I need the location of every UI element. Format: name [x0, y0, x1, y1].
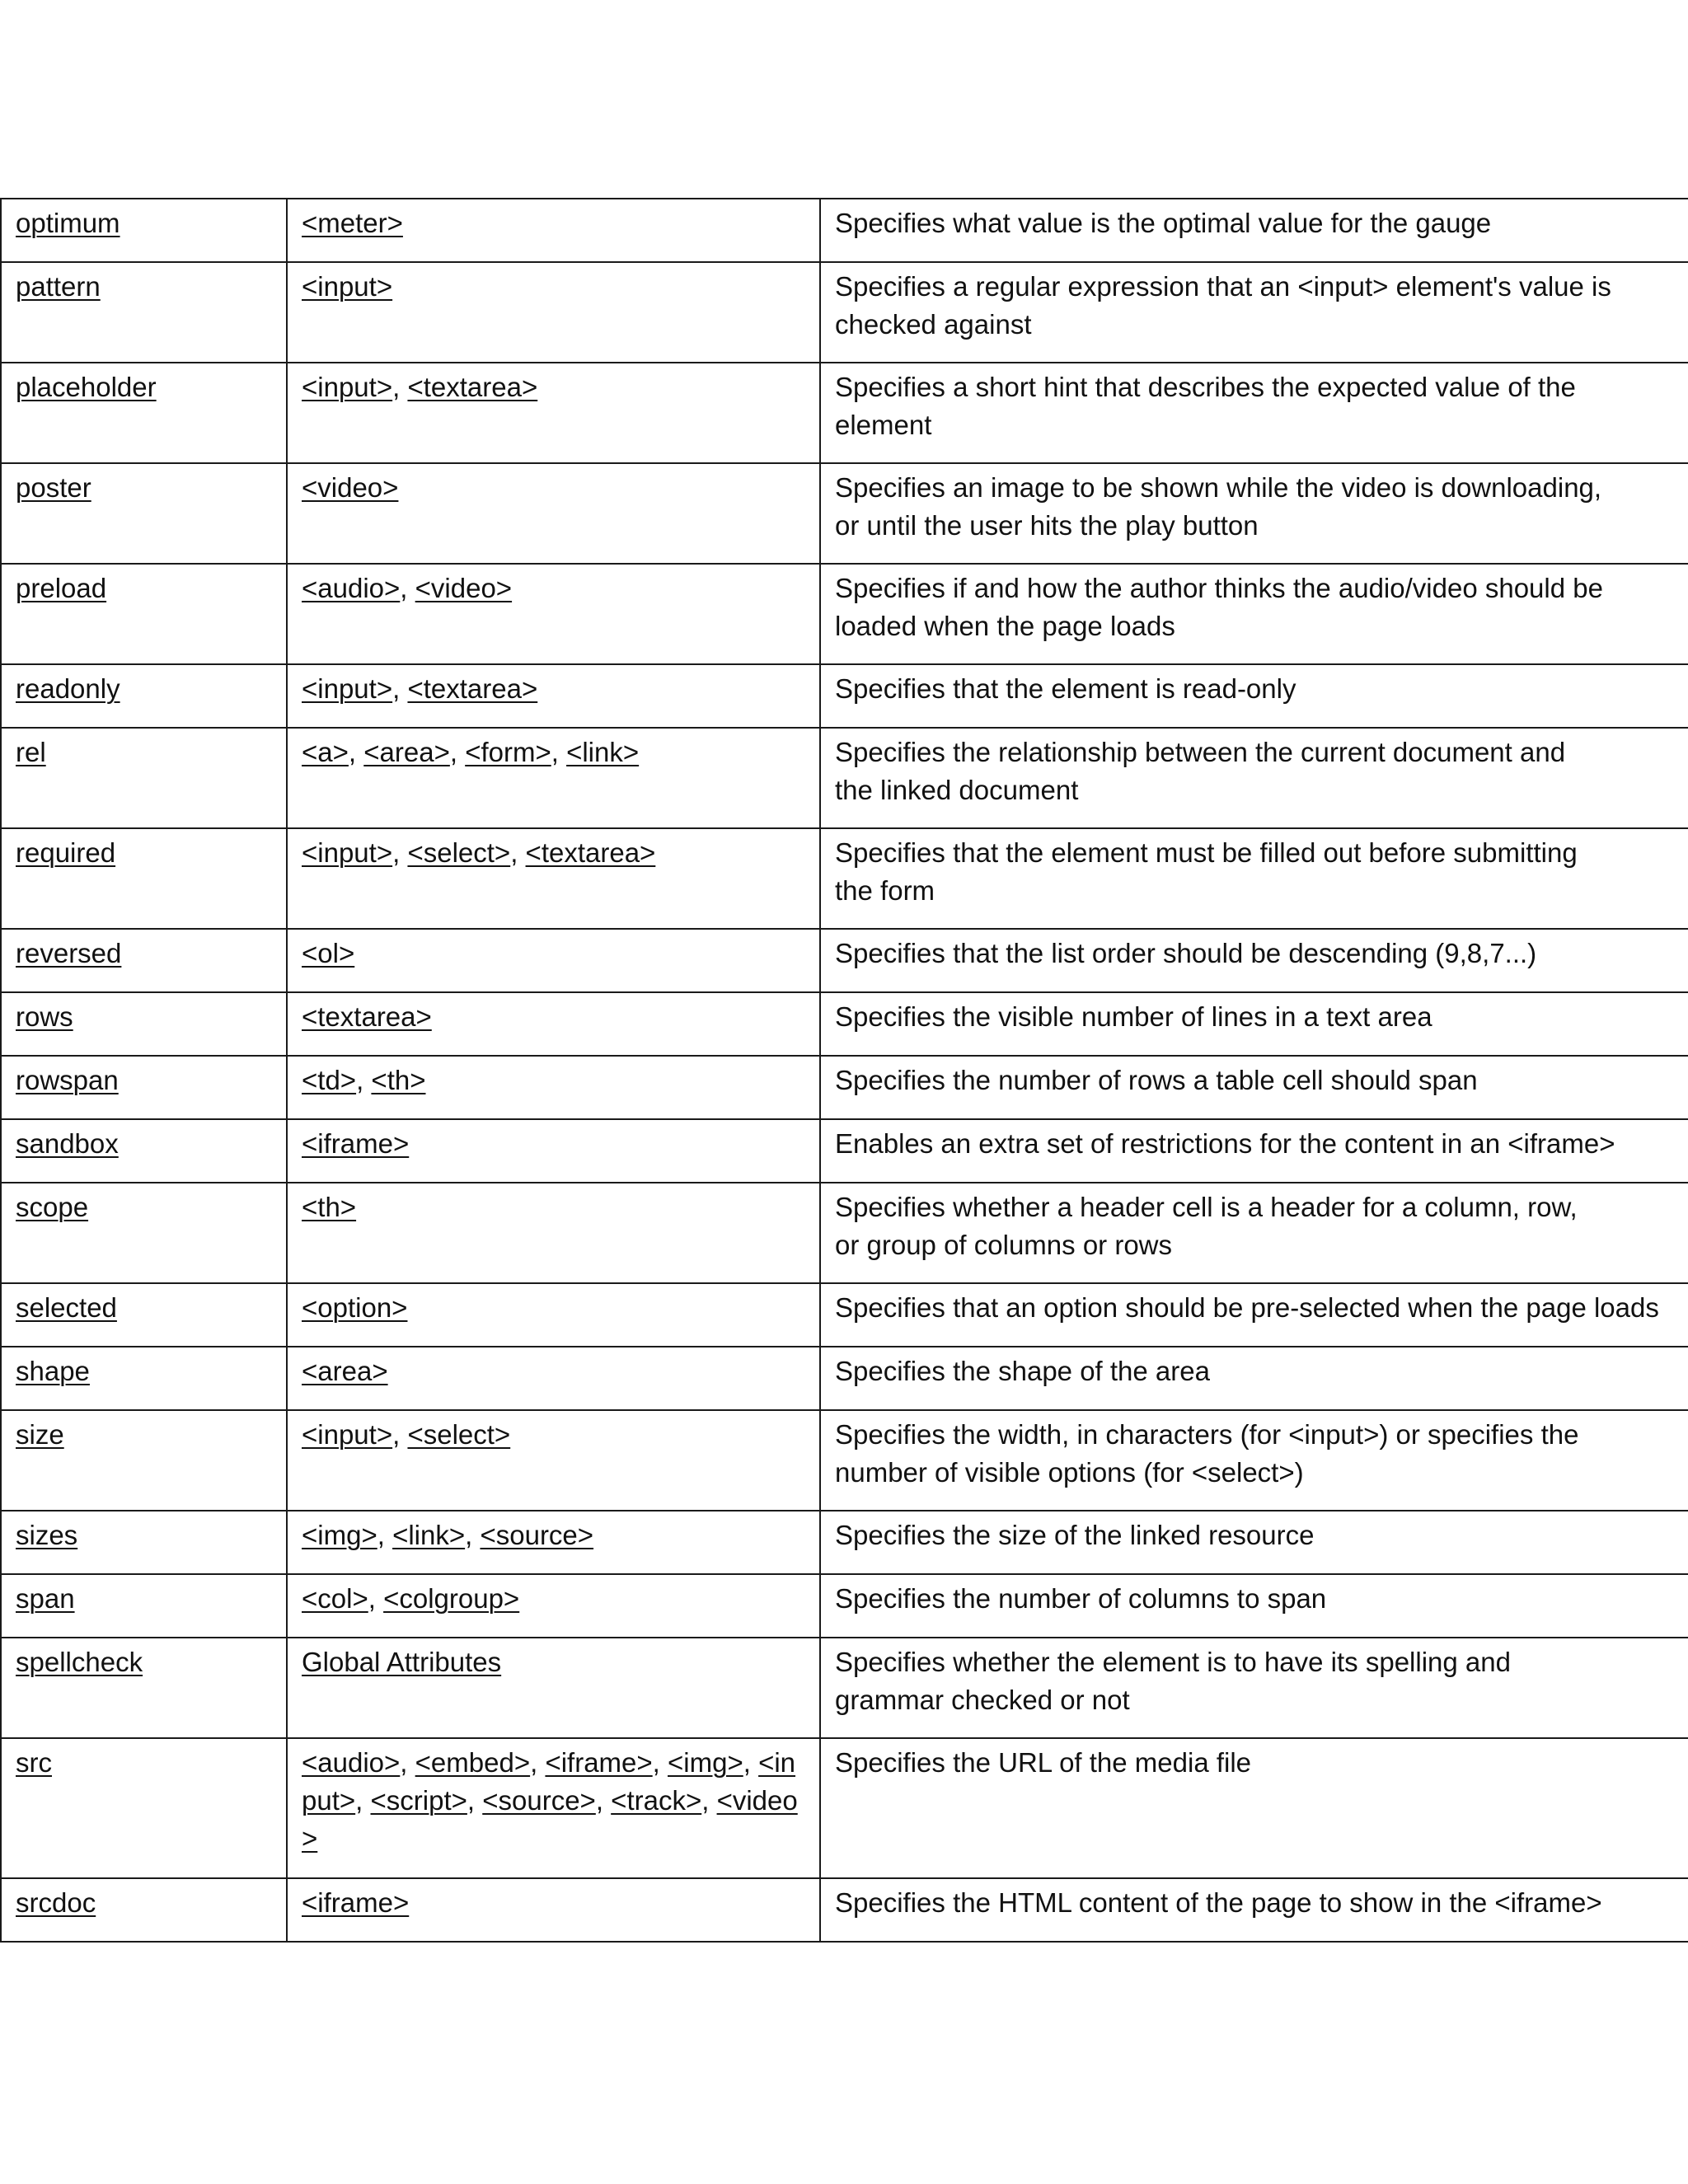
description-cell: Specifies the visible number of lines in a text area — [820, 992, 1688, 1056]
attribute-name-cell — [1, 1574, 287, 1638]
element-link[interactable]: <input> — [302, 837, 393, 868]
element-link[interactable]: <source> — [482, 1785, 596, 1816]
table-row — [1, 992, 1688, 1056]
element-link[interactable]: <select> — [407, 837, 511, 868]
element-link[interactable]: <meter> — [302, 208, 403, 238]
description-cell: Specifies the URL of the media file — [820, 1738, 1688, 1878]
element-list-cell — [287, 1511, 820, 1574]
element-list-cell — [287, 564, 820, 664]
element-link[interactable]: <embed> — [415, 1747, 531, 1778]
element-link[interactable]: <a> — [302, 737, 349, 767]
element-link[interactable]: <textarea> — [407, 673, 538, 704]
element-link[interactable]: <video> — [302, 472, 399, 503]
element-separator: , — [467, 1785, 483, 1816]
element-link[interactable]: <script> — [370, 1785, 467, 1816]
attribute-link[interactable]: spellcheck — [16, 1647, 143, 1677]
attribute-link[interactable]: pattern — [16, 271, 101, 302]
element-list-cell — [287, 1283, 820, 1347]
attribute-name-cell — [1, 992, 287, 1056]
description-cell: Specifies that an option should be pre-selected when the page loads — [820, 1283, 1688, 1347]
element-link[interactable]: <input> — [302, 271, 393, 302]
element-link[interactable]: <input> — [302, 1747, 796, 1816]
description-cell: Specifies the width, in characters (for <input>) or specifies the number of visible options (for <select>) — [820, 1410, 1688, 1511]
table-row — [1, 1738, 1688, 1878]
element-list-cell — [287, 363, 820, 463]
attribute-name-cell — [1, 1738, 287, 1878]
attribute-name-cell — [1, 1119, 287, 1183]
attribute-name-cell — [1, 728, 287, 828]
description-cell: Specifies if and how the author thinks the audio/video should be loaded when the page loads — [820, 564, 1688, 664]
attribute-link[interactable]: selected — [16, 1292, 117, 1323]
attribute-name-cell — [1, 664, 287, 728]
element-link[interactable]: <video> — [415, 573, 513, 603]
table-row — [1, 828, 1688, 929]
element-list-cell — [287, 1347, 820, 1410]
attribute-link[interactable]: readonly — [16, 673, 120, 704]
element-link[interactable]: <textarea> — [525, 837, 656, 868]
attribute-link[interactable]: src — [16, 1747, 52, 1778]
attribute-name-cell — [1, 1511, 287, 1574]
element-separator: , — [355, 1785, 371, 1816]
element-link[interactable]: <img> — [668, 1747, 743, 1778]
attribute-name-cell — [1, 1183, 287, 1283]
element-link[interactable]: <link> — [392, 1520, 466, 1550]
element-link[interactable]: <th> — [371, 1065, 426, 1095]
element-list-cell — [287, 262, 820, 363]
attribute-table — [0, 198, 1688, 1943]
attribute-name-cell — [1, 262, 287, 363]
attribute-name-cell — [1, 564, 287, 664]
attribute-name-cell — [1, 1347, 287, 1410]
table-row — [1, 1511, 1688, 1574]
attribute-link[interactable]: span — [16, 1583, 75, 1614]
element-link[interactable]: <input> — [302, 1419, 393, 1450]
description-cell: Specifies that the element is read-only — [820, 664, 1688, 728]
element-separator: , — [652, 1747, 668, 1778]
attribute-name-cell — [1, 1056, 287, 1119]
element-list-cell — [287, 1056, 820, 1119]
element-link[interactable]: <img> — [302, 1520, 377, 1550]
table-row — [1, 929, 1688, 992]
description-cell: Enables an extra set of restrictions for the content in an <iframe> — [820, 1119, 1688, 1183]
description-cell: Specifies the size of the linked resource — [820, 1511, 1688, 1574]
attribute-table-body — [1, 199, 1688, 1942]
element-link[interactable]: <input> — [302, 673, 393, 704]
attribute-name-cell — [1, 1878, 287, 1942]
table-row — [1, 1283, 1688, 1347]
description-cell: Specifies the number of columns to span — [820, 1574, 1688, 1638]
attribute-link[interactable]: sizes — [16, 1520, 78, 1550]
attribute-link[interactable]: reversed — [16, 938, 122, 968]
element-link[interactable]: <colgroup> — [383, 1583, 520, 1614]
element-link[interactable]: <ol> — [302, 938, 355, 968]
description-cell: Specifies what value is the optimal value for the gauge — [820, 199, 1688, 262]
attribute-link[interactable]: shape — [16, 1356, 90, 1386]
element-separator: , — [530, 1747, 546, 1778]
element-link[interactable]: <td> — [302, 1065, 357, 1095]
element-list-cell — [287, 463, 820, 564]
element-separator: , — [400, 1747, 415, 1778]
attribute-name-cell — [1, 1283, 287, 1347]
description-cell: Specifies that the list order should be descending (9,8,7...) — [820, 929, 1688, 992]
table-row — [1, 1183, 1688, 1283]
table-row — [1, 199, 1688, 262]
element-separator: , — [595, 1785, 612, 1816]
element-list-cell — [287, 1878, 820, 1942]
attribute-name-cell — [1, 199, 287, 262]
description-cell: Specifies an image to be shown while the video is downloading, or until the user hits the play button — [820, 463, 1688, 564]
element-link[interactable]: <textarea> — [302, 1001, 432, 1032]
element-link[interactable]: <source> — [480, 1520, 594, 1550]
attribute-link[interactable]: sandbox — [16, 1128, 119, 1159]
table-row — [1, 1347, 1688, 1410]
table-row — [1, 564, 1688, 664]
element-link[interactable]: <th> — [302, 1192, 357, 1222]
element-list-cell — [287, 1638, 820, 1738]
table-row — [1, 463, 1688, 564]
element-separator: , — [449, 737, 466, 767]
element-separator: , — [348, 737, 364, 767]
description-cell: Specifies that the element must be filled out before submitting the form — [820, 828, 1688, 929]
element-separator: , — [510, 837, 526, 868]
description-cell: Specifies whether a header cell is a header for a column, row, or group of columns or rows — [820, 1183, 1688, 1283]
element-link[interactable]: <audio> — [302, 1747, 401, 1778]
element-list-cell — [287, 1183, 820, 1283]
element-separator: , — [551, 737, 567, 767]
attribute-name-cell — [1, 929, 287, 992]
description-cell: Specifies whether the element is to have its spelling and grammar checked or not — [820, 1638, 1688, 1738]
element-link[interactable]: <iframe> — [302, 1128, 410, 1159]
element-link[interactable]: <area> — [363, 737, 450, 767]
element-separator: , — [392, 837, 408, 868]
element-link[interactable]: <col> — [302, 1583, 368, 1614]
attribute-link[interactable]: preload — [16, 573, 107, 603]
attribute-link[interactable]: size — [16, 1419, 64, 1450]
table-row — [1, 1410, 1688, 1511]
element-list-cell — [287, 664, 820, 728]
element-link[interactable]: <iframe> — [545, 1747, 653, 1778]
description-cell: Specifies a regular expression that an <input> element's value is checked against — [820, 262, 1688, 363]
element-link[interactable]: <textarea> — [407, 372, 538, 402]
element-link[interactable]: Global Attributes — [302, 1647, 502, 1677]
element-list-cell — [287, 199, 820, 262]
element-separator: , — [377, 1520, 393, 1550]
element-link[interactable]: <input> — [302, 372, 393, 402]
description-cell: Specifies the number of rows a table cell should span — [820, 1056, 1688, 1119]
element-list-cell — [287, 1119, 820, 1183]
element-list-cell — [287, 1410, 820, 1511]
table-row — [1, 1119, 1688, 1183]
element-separator: , — [701, 1785, 717, 1816]
element-list-cell — [287, 1738, 820, 1878]
description-cell: Specifies the shape of the area — [820, 1347, 1688, 1410]
description-cell: Specifies the HTML content of the page to show in the <iframe> — [820, 1878, 1688, 1942]
element-link[interactable]: <track> — [611, 1785, 702, 1816]
element-separator: , — [400, 573, 415, 603]
element-link[interactable]: <link> — [566, 737, 640, 767]
attribute-link[interactable]: scope — [16, 1192, 89, 1222]
element-link[interactable]: <iframe> — [302, 1887, 410, 1918]
element-separator: , — [356, 1065, 372, 1095]
attribute-name-cell — [1, 1638, 287, 1738]
table-row — [1, 1574, 1688, 1638]
table-row — [1, 262, 1688, 363]
attribute-name-cell — [1, 463, 287, 564]
attribute-link[interactable]: rowspan — [16, 1065, 119, 1095]
table-row — [1, 1056, 1688, 1119]
element-list-cell — [287, 929, 820, 992]
attribute-link[interactable]: poster — [16, 472, 91, 503]
element-link[interactable]: <video> — [302, 1785, 798, 1854]
description-cell: Specifies the relationship between the current document and the linked document — [820, 728, 1688, 828]
table-row — [1, 363, 1688, 463]
element-separator: , — [392, 372, 408, 402]
element-link[interactable]: <form> — [465, 737, 551, 767]
element-link[interactable]: <audio> — [302, 573, 401, 603]
table-row — [1, 1638, 1688, 1738]
table-row — [1, 664, 1688, 728]
element-link[interactable]: <select> — [407, 1419, 511, 1450]
element-separator: , — [368, 1583, 384, 1614]
attribute-link[interactable]: srcdoc — [16, 1887, 96, 1918]
element-list-cell — [287, 1574, 820, 1638]
attribute-link[interactable]: optimum — [16, 208, 120, 238]
element-link[interactable]: <option> — [302, 1292, 408, 1323]
element-separator: , — [465, 1520, 481, 1550]
attribute-name-cell — [1, 828, 287, 929]
attribute-link[interactable]: rows — [16, 1001, 73, 1032]
attribute-link[interactable]: rel — [16, 737, 46, 767]
element-list-cell — [287, 992, 820, 1056]
attribute-link[interactable]: required — [16, 837, 116, 868]
attribute-link[interactable]: placeholder — [16, 372, 157, 402]
element-separator: , — [743, 1747, 759, 1778]
table-row — [1, 728, 1688, 828]
attribute-name-cell — [1, 363, 287, 463]
element-list-cell — [287, 728, 820, 828]
table-row — [1, 1878, 1688, 1942]
attribute-name-cell — [1, 1410, 287, 1511]
element-link[interactable]: <area> — [302, 1356, 388, 1386]
element-separator: , — [392, 1419, 408, 1450]
description-cell: Specifies a short hint that describes the expected value of the element — [820, 363, 1688, 463]
element-list-cell — [287, 828, 820, 929]
element-separator: , — [392, 673, 408, 704]
